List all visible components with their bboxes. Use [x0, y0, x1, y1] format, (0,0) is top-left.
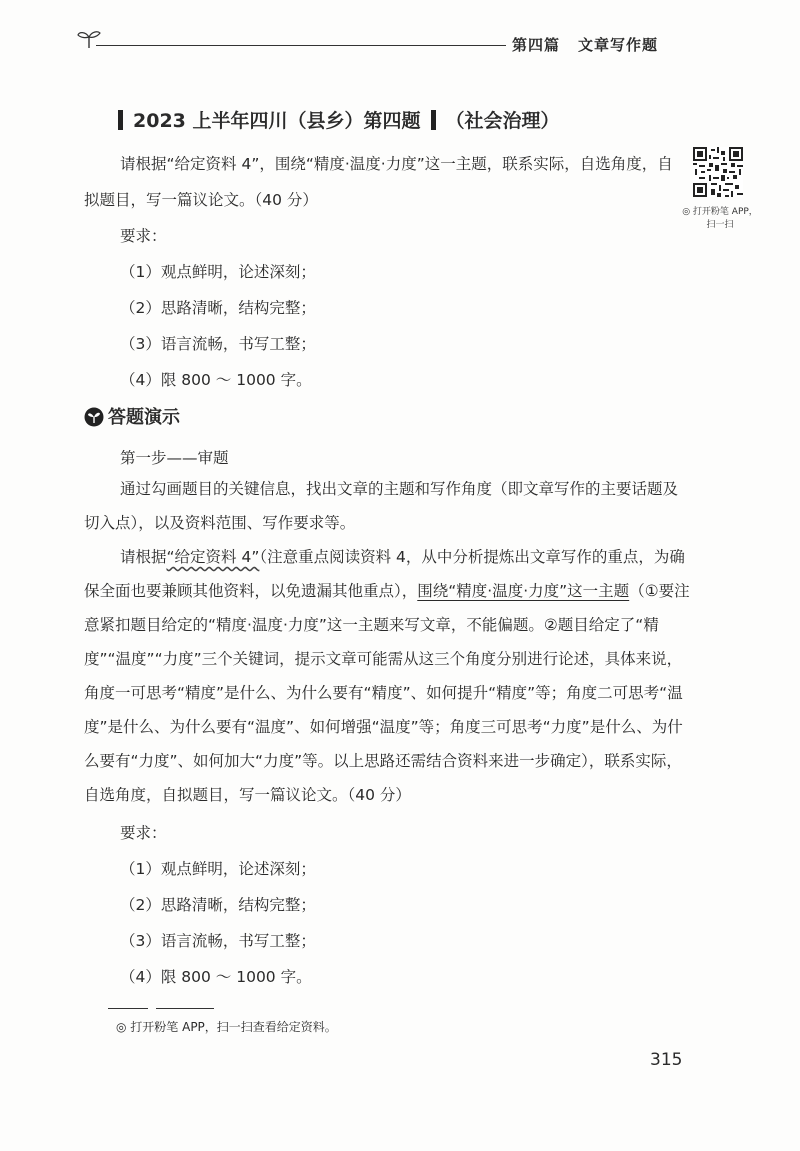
question-line-1: 请根据“给定资料 4”，围绕“精度·温度·力度”这一主题，联系实际，自选角度，自 — [120, 155, 673, 173]
answer-paragraph-1: 通过勾画题目的关键信息，找出文章的主题和写作角度（即文章写作的主要话题及切入点），以及资料范围、写作要求等。 — [84, 480, 679, 532]
para2-note-2: （①要注意紧扣题目给定的“精度·温度·力度”这一主题来写文章，不能偏题。②题目给定了“精度”“温度”“力度”三个关键词，提示文章可能需从这三个角度分别进行论述，具体来说，角度一可思考“精度”是什么、为什么要有“精度”、如何提升“精度”等；角度二可思考“温度”是什么、为什么要有“温度”、如何增强“温度”等；角度三可思考“力度”是什么、为什么要有“力度”、如何加大“力度”等。以上思路还需结合资料来进一步确定），联系实际，自选角度，自拟题目，写一篇议论文。（40 分） — [84, 582, 690, 804]
requirement-item: （1）观点鲜明，论述深刻； — [120, 263, 316, 281]
title-bar-right — [431, 110, 436, 130]
requirement-item: （3）语言流畅，书写工整； — [120, 335, 316, 353]
question-line-2: 拟题目，写一篇议论文。（40 分） — [84, 191, 318, 209]
answer-requirement-item: （2）思路清晰，结构完整； — [120, 896, 316, 914]
header-title — [512, 34, 658, 55]
section-tag: （社会治理） — [445, 110, 560, 132]
answer-requirements-label: 要求： — [120, 824, 167, 842]
footnote-rule — [156, 1008, 214, 1009]
para2-theme-highlight: 围绕“精度·温度·力度”这一主题 — [417, 582, 630, 600]
section-title — [118, 106, 560, 133]
requirement-item: （2）思路清晰，结构完整； — [120, 299, 316, 317]
section-title-text: 2023 上半年四川（县乡）第四题 — [133, 110, 421, 132]
requirements-label: 要求： — [120, 227, 167, 245]
para2-material-highlight: “给定资料 4” — [166, 548, 260, 566]
sprout-badge-icon — [84, 407, 104, 427]
footnote: ◎ 打开粉笔 APP，扫一扫查看给定资料。 — [116, 1020, 337, 1034]
page-number: 315 — [650, 1050, 683, 1070]
qr-caption-line2: 扫一扫 — [706, 220, 734, 230]
answer-requirement-item: （3）语言流畅，书写工整； — [120, 932, 316, 950]
header-rule — [96, 45, 506, 46]
title-bar-left — [118, 110, 123, 130]
answer-paragraph-2 — [84, 540, 692, 812]
header-part: 第四篇 — [512, 36, 561, 54]
qr-caption-line1: ◎ 打开粉笔 APP， — [682, 207, 758, 217]
header-chapter: 文章写作题 — [578, 36, 659, 54]
para2-note-1: （注意重点阅读资料 4，从中分析提炼出文章写作的重点，为确保全面也要兼顾其他资料，以免遗漏其他重点）， — [84, 548, 685, 600]
answer-requirement-item: （4）限 800 ～ 1000 字。 — [120, 968, 312, 986]
para2-lead: 请根据 — [120, 548, 167, 566]
answer-heading: 答题演示 — [108, 407, 180, 428]
sprout-icon — [76, 28, 102, 50]
qr-code-icon[interactable] — [693, 147, 743, 197]
requirement-item: （4）限 800 ～ 1000 字。 — [120, 371, 312, 389]
footnote-rule — [108, 1008, 148, 1009]
qr-caption — [670, 206, 770, 232]
step-title: 第一步——审题 — [120, 449, 229, 467]
answer-requirement-item: （1）观点鲜明，论述深刻； — [120, 860, 316, 878]
